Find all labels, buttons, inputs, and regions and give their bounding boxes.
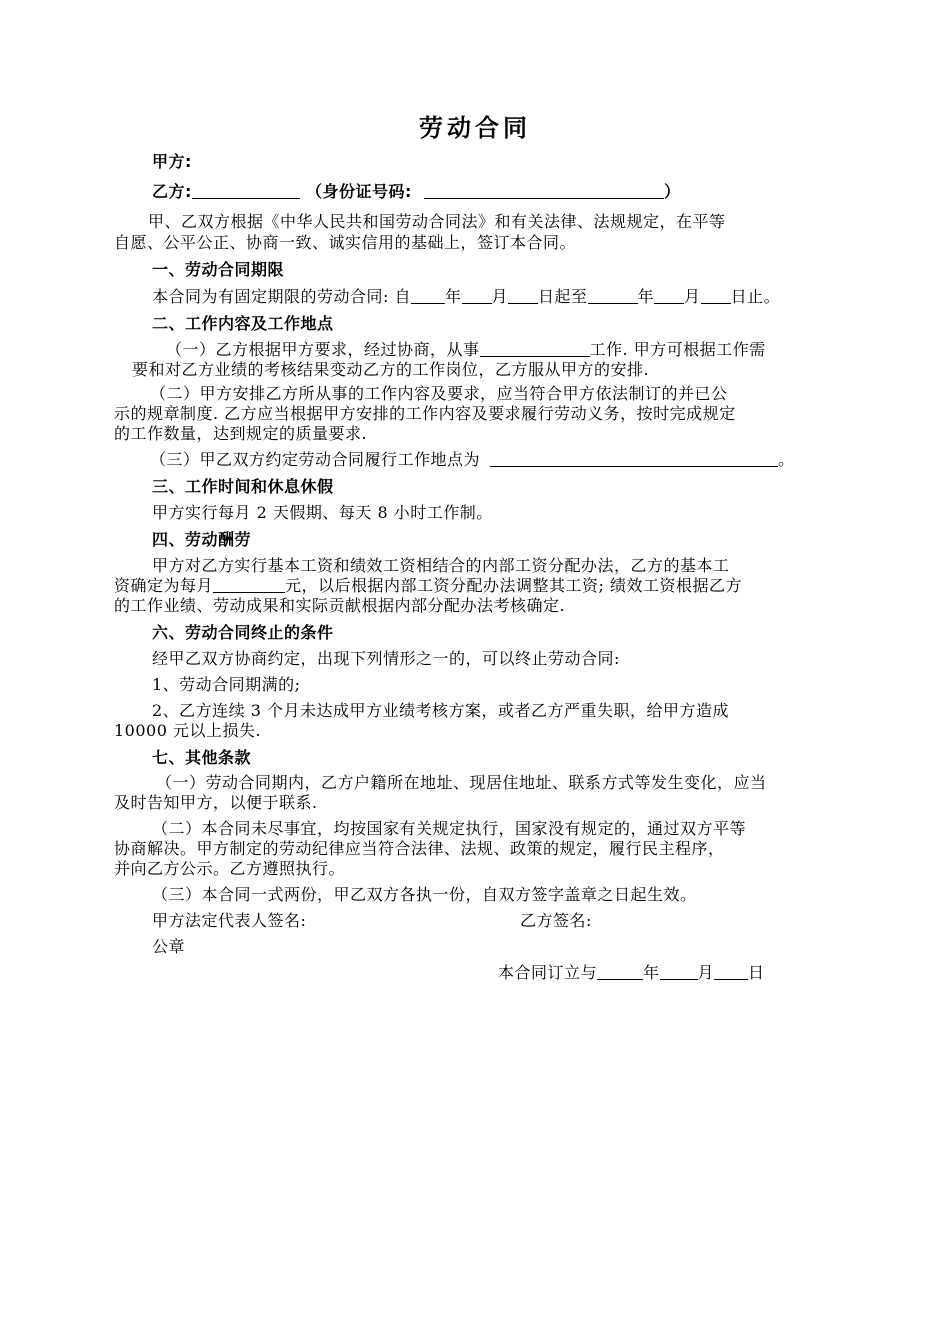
workplace-text: （三）甲乙双方约定劳动合同履行工作地点为 [150,450,481,469]
section-3-heading: 三、工作时间和休息休假 [152,477,334,496]
page-title: 劳动合同 [419,114,531,142]
s2-p1-text: （一）乙方根据甲方要求，经过协商，从事 [166,340,480,359]
period: 。 [778,450,795,469]
s2-p2-line-1: （二）甲方安排乙方所从事的工作内容及要求，应当符合甲方依法制订的并已公 [150,384,728,403]
year-label: 年 [444,287,462,306]
salary-text-cont: 元，以后根据内部工资分配办法调整其工资; 绩效工资根据乙方 [285,576,742,595]
party-a-signature-label: 甲方法定代表人签名: [152,911,307,930]
s7-p2-line-3: 并向乙方公示。乙方遵照执行。 [114,859,346,878]
start-year-blank[interactable] [411,287,445,304]
s3-p1: 甲方实行每月 2 天假期、每天 8 小时工作制。 [152,503,493,522]
intro-line-2: 自愿、公平公正、协商一致、诚实信用的基础上，签订本合同。 [114,233,577,252]
s2-p1-line-1 [166,340,766,360]
id-label: （身份证号码: [305,182,412,201]
job-title-blank[interactable] [480,340,590,357]
party-b-line [152,182,680,202]
s2-p1-text-cont: 工作. 甲方可根据工作需 [589,340,766,359]
month-label: 月 [697,963,715,982]
intro-line-1: 甲、乙双方根据《中华人民共和国劳动合同法》和有关法律、法规规定，在平等 [148,212,726,231]
sign-day-blank[interactable] [714,963,748,980]
s4-line-3: 的工作业绩、劳动成果和实际贡献根据内部分配办法考核确定. [114,596,566,615]
s6-item-2-line-1: 2、乙方连续 3 个月未达成甲方业绩考核方案，或者乙方严重失职，给甲方造成 [152,701,730,720]
year-label: 年 [643,963,660,982]
end-month-blank[interactable] [654,287,684,304]
end-year-blank[interactable] [588,287,638,304]
workplace-blank[interactable] [490,450,778,467]
sign-year-blank[interactable] [597,963,643,980]
term-text: 本合同为有固定期限的劳动合同: 自 [152,287,411,306]
party-b-signature-label: 乙方签名: [520,911,592,930]
party-b-label: 乙方: [152,182,192,201]
s7-p3: （三）本合同一式两份，甲乙双方各执一份，自双方签字盖章之日起生效。 [152,885,697,904]
section-1-heading: 一、劳动合同期限 [152,260,285,279]
seal-label: 公章 [152,937,186,956]
sign-month-blank[interactable] [660,963,698,980]
end-day-label: 日止。 [730,287,781,306]
section-7-heading: 七、其他条款 [152,748,252,767]
monthly-salary-blank[interactable] [213,576,285,593]
month-label: 月 [684,287,701,306]
s2-p1-line-2: 要和对乙方业绩的考核结果变动乙方的工作岗位，乙方服从甲方的安排. [132,360,650,379]
party-b-name-blank[interactable] [192,182,300,199]
salary-text: 资确定为每月 [114,576,214,595]
year-label: 年 [637,287,655,306]
start-day-label: 日起至 [538,287,588,306]
term-line [152,287,780,307]
section-2-heading: 二、工作内容及工作地点 [152,314,334,333]
end-day-blank[interactable] [701,287,731,304]
s6-item-1: 1、劳动合同期满的; [152,675,301,694]
section-6-heading: 六、劳动合同终止的条件 [152,623,334,642]
s7-p1-line-2: 及时告知甲方，以便于联系. [114,793,318,812]
s7-p2-line-1: （二）本合同未尽事宜，均按国家有关规定执行，国家没有规定的，通过双方平等 [152,819,747,838]
month-label: 月 [491,287,509,306]
s6-p1: 经甲乙双方协商约定，出现下列情形之一的，可以终止劳动合同: [152,649,620,668]
s6-item-2-line-2: 10000 元以上损失. [114,721,262,740]
day-label: 日 [748,963,765,982]
party-a-label: 甲方: [152,152,192,171]
s4-line-2 [114,576,742,596]
s7-p2-line-2: 协商解决。甲方制定的劳动纪律应当符合法律、法规、政策的规定，履行民主程序， [114,839,725,858]
signing-date-text: 本合同订立与 [498,963,598,982]
signing-date-line [498,963,765,983]
section-4-heading: 四、劳动酬劳 [152,530,252,549]
s2-p2-line-3: 的工作数量，达到规定的质量要求. [114,424,368,443]
start-month-blank[interactable] [462,287,492,304]
start-day-blank[interactable] [508,287,538,304]
s7-p1-line-1: （一）劳动合同期内，乙方户籍所在地址、现居住地址、联系方式等发生变化，应当 [156,773,767,792]
s2-p2-line-2: 示的规章制度. 乙方应当根据甲方安排的工作内容及要求履行劳动义务，按时完成规定 [114,404,736,423]
s2-p3-line [150,450,795,470]
s4-line-1: 甲方对乙方实行基本工资和绩效工资相结合的内部工资分配办法，乙方的基本工 [152,556,730,575]
id-close: ） [663,182,681,201]
id-number-blank[interactable] [424,182,664,199]
